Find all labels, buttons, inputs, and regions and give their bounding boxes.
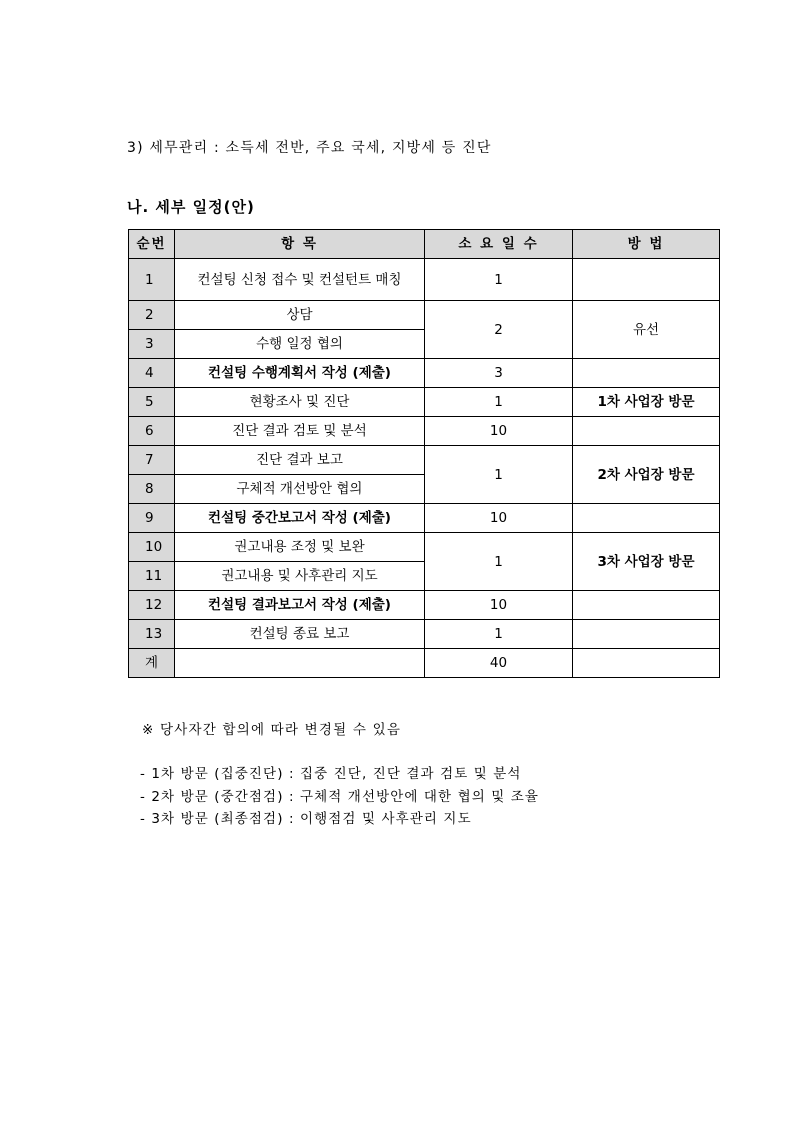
header-seq: 순번 bbox=[129, 230, 175, 259]
table-row bbox=[129, 359, 720, 388]
row-days: 10 bbox=[425, 504, 573, 533]
row-method: 1차 사업장 방문 bbox=[573, 388, 720, 417]
row-item: 권고내용 조정 및 보완 bbox=[175, 533, 425, 562]
row-method: 3차 사업장 방문 bbox=[573, 533, 720, 591]
row-days: 1 bbox=[425, 388, 573, 417]
section-title: 나. 세부 일정(안) bbox=[127, 198, 255, 216]
row-item: 구체적 개선방안 협의 bbox=[175, 475, 425, 504]
row-seq: 2 bbox=[129, 301, 175, 330]
row-method bbox=[573, 591, 720, 620]
row-method bbox=[573, 359, 720, 388]
table-row bbox=[129, 446, 720, 475]
table-row bbox=[129, 417, 720, 446]
row-days: 1 bbox=[425, 533, 573, 591]
visit-item-2: - 2차 방문 (중간점검) : 구체적 개선방안에 대한 협의 및 조율 bbox=[140, 788, 540, 805]
row-seq: 6 bbox=[129, 417, 175, 446]
row-days: 1 bbox=[425, 446, 573, 504]
table-row bbox=[129, 504, 720, 533]
row-days: 2 bbox=[425, 301, 573, 359]
row-seq: 5 bbox=[129, 388, 175, 417]
row-item: 권고내용 및 사후관리 지도 bbox=[175, 562, 425, 591]
row-seq: 9 bbox=[129, 504, 175, 533]
row-item: 컨설팅 결과보고서 작성 (제출) bbox=[175, 591, 425, 620]
row-seq: 8 bbox=[129, 475, 175, 504]
table-row bbox=[129, 591, 720, 620]
row-item: 컨설팅 신청 접수 및 컨설턴트 매칭 bbox=[175, 259, 425, 301]
intro-text: 3) 세무관리 : 소득세 전반, 주요 국세, 지방세 등 진단 bbox=[127, 140, 492, 156]
schedule-table bbox=[128, 229, 720, 678]
header-days: 소 요 일 수 bbox=[425, 230, 573, 259]
row-item: 현황조사 및 진단 bbox=[175, 388, 425, 417]
row-seq: 3 bbox=[129, 330, 175, 359]
table-row bbox=[129, 259, 720, 301]
total-days: 40 bbox=[425, 649, 573, 678]
header-item: 항 목 bbox=[175, 230, 425, 259]
table-row bbox=[129, 533, 720, 562]
row-seq: 13 bbox=[129, 620, 175, 649]
row-seq: 11 bbox=[129, 562, 175, 591]
total-item bbox=[175, 649, 425, 678]
row-days: 1 bbox=[425, 259, 573, 301]
row-item: 수행 일정 협의 bbox=[175, 330, 425, 359]
row-method bbox=[573, 259, 720, 301]
table-row bbox=[129, 301, 720, 330]
row-method bbox=[573, 504, 720, 533]
row-seq: 10 bbox=[129, 533, 175, 562]
row-method bbox=[573, 620, 720, 649]
visit-item-1: - 1차 방문 (집중진단) : 집중 진단, 진단 결과 검토 및 분석 bbox=[140, 766, 522, 782]
visit-item-3: - 3차 방문 (최종점검) : 이행점검 및 사후관리 지도 bbox=[140, 811, 472, 827]
row-item: 컨설팅 중간보고서 작성 (제출) bbox=[175, 504, 425, 533]
row-seq: 4 bbox=[129, 359, 175, 388]
row-seq: 1 bbox=[129, 259, 175, 301]
row-item: 상담 bbox=[175, 301, 425, 330]
row-item: 진단 결과 검토 및 분석 bbox=[175, 417, 425, 446]
table-row bbox=[129, 388, 720, 417]
table-row bbox=[129, 620, 720, 649]
row-method bbox=[573, 417, 720, 446]
row-item: 컨설팅 종료 보고 bbox=[175, 620, 425, 649]
total-method bbox=[573, 649, 720, 678]
row-item: 컨설팅 수행계획서 작성 (제출) bbox=[175, 359, 425, 388]
row-days: 3 bbox=[425, 359, 573, 388]
table-total-row bbox=[129, 649, 720, 678]
visit-list bbox=[140, 763, 539, 831]
row-days: 10 bbox=[425, 417, 573, 446]
total-label: 계 bbox=[129, 649, 175, 678]
header-method: 방 법 bbox=[573, 230, 720, 259]
row-days: 10 bbox=[425, 591, 573, 620]
table-header-row bbox=[129, 230, 720, 259]
schedule-note: ※ 당사자간 합의에 따라 변경될 수 있음 bbox=[142, 722, 402, 738]
row-method: 2차 사업장 방문 bbox=[573, 446, 720, 504]
row-item: 진단 결과 보고 bbox=[175, 446, 425, 475]
row-seq: 12 bbox=[129, 591, 175, 620]
row-days: 1 bbox=[425, 620, 573, 649]
row-seq: 7 bbox=[129, 446, 175, 475]
row-method: 유선 bbox=[573, 301, 720, 359]
